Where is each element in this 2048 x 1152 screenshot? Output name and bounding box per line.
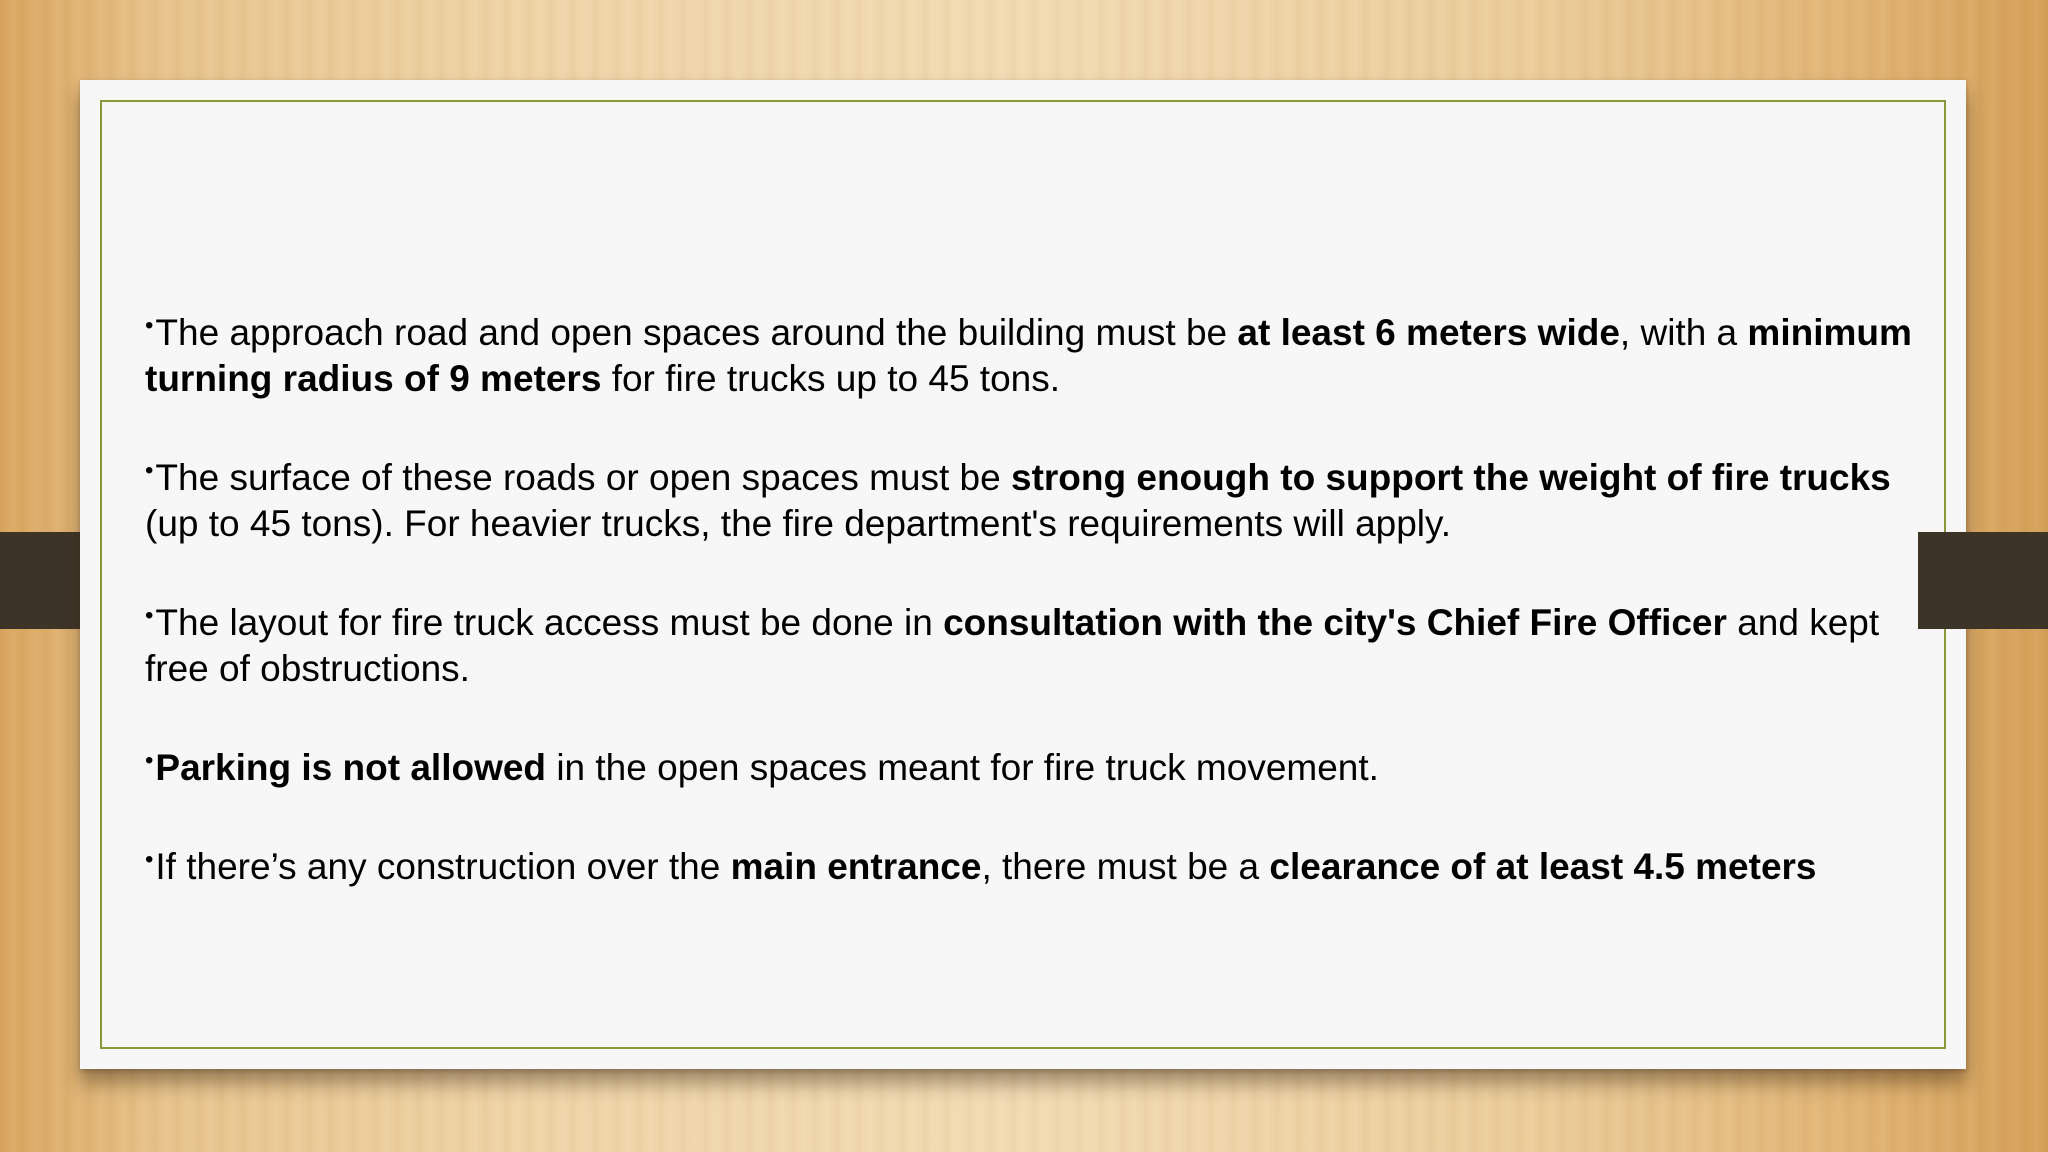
body-text: The surface of these roads or open spaces must be	[155, 457, 1011, 498]
emphasis-text: main entrance	[730, 846, 982, 887]
emphasis-text: turning radius of 9 meters	[145, 358, 602, 399]
body-text: (up to 45 tons). For heavier trucks, the fire department's requirements will apply.	[145, 503, 1452, 544]
body-text: in the open spaces meant for fire truck movement.	[546, 747, 1379, 788]
bullet-marker: •	[145, 602, 154, 629]
bullet-marker: •	[145, 457, 154, 484]
body-text: If there’s any construction over the	[155, 846, 731, 887]
bullet-paragraph	[145, 448, 1995, 547]
body-text: , there must be a	[981, 846, 1270, 887]
bullet-marker: •	[145, 846, 154, 873]
bullet-paragraph	[145, 593, 1995, 692]
emphasis-text: at least 6 meters wide	[1237, 312, 1620, 353]
body-text: , with a	[1619, 312, 1748, 353]
body-text: The layout for fire truck access must be done in	[155, 602, 944, 643]
bullet-marker: •	[145, 747, 154, 774]
emphasis-text: minimum	[1747, 312, 1912, 353]
body-text: The approach road and open spaces around the building must be	[155, 312, 1238, 353]
emphasis-text: Parking is not allowed	[155, 747, 547, 788]
emphasis-text: strong enough to support the weight of fire trucks	[1011, 457, 1891, 498]
bullet-paragraph	[145, 303, 1995, 402]
body-text: free of obstructions.	[145, 648, 470, 689]
bullet-marker: •	[145, 312, 154, 339]
body-text: for fire trucks up to 45 tons.	[601, 358, 1061, 399]
emphasis-text: consultation with the city's Chief Fire Officer	[943, 602, 1727, 643]
bullet-paragraph	[145, 837, 1995, 890]
slide-body-text	[145, 303, 1995, 936]
bullet-paragraph	[145, 738, 1995, 791]
emphasis-text: clearance of at least 4.5 meters	[1269, 846, 1817, 887]
body-text: and kept	[1726, 602, 1880, 643]
